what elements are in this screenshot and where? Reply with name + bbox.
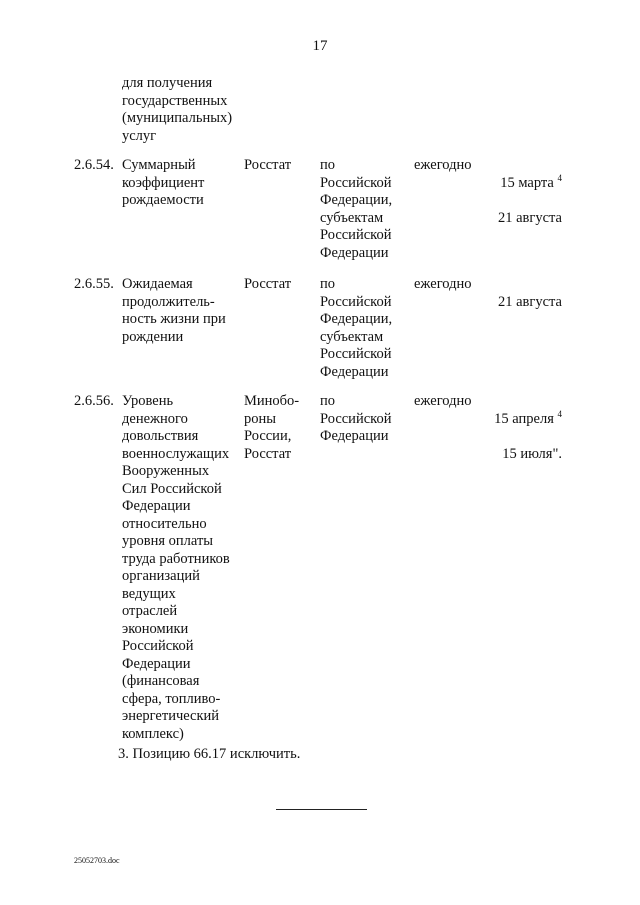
aggregation-level: по Российской Федерации, субъектам Российской Федерации	[320, 276, 393, 380]
release-date-first: 15 марта	[500, 174, 554, 191]
amendment-instruction: 3. Позицию 66.17 исключить.	[118, 746, 301, 762]
page-number: 17	[312, 38, 328, 54]
release-date-second: 15 июля".	[502, 445, 562, 462]
row-number: 2.6.56.	[74, 393, 114, 409]
indicator-name: Ожидаемая продолжитель- ность жизни при рождении	[122, 276, 226, 345]
source-agency: Росстат	[244, 276, 292, 292]
indicator-name: Суммарный коэффициент рождаемости	[122, 157, 205, 208]
footnote-marker: 4	[557, 408, 562, 419]
periodicity: ежегодно	[414, 276, 472, 292]
periodicity: ежегодно	[414, 157, 472, 173]
release-date	[472, 393, 562, 463]
footnote-marker: 4	[557, 172, 562, 183]
release-date-second: 21 августа	[498, 209, 562, 226]
aggregation-level: по Российской Федерации	[320, 393, 392, 444]
periodicity: ежегодно	[414, 393, 472, 409]
release-date-first: 21 августа	[498, 293, 562, 310]
source-agency: Росстат	[244, 157, 292, 173]
indicator-name: Уровень денежного довольствия военнослужащих Вооруженных Сил Российской Федерации относительно уровня оплаты труда работников организаций ведущих отраслей экономики Российской Федерации (финансовая сфера, топливо- энергетический комплекс)	[122, 393, 230, 742]
row-number: 2.6.54.	[74, 157, 114, 173]
row-number: 2.6.55.	[74, 276, 114, 292]
separator-line	[276, 809, 367, 810]
source-agency: Минобо- роны России, Росстат	[244, 393, 300, 462]
continuation-text: для получения государственных (муниципальных) услуг	[122, 75, 233, 144]
aggregation-level: по Российской Федерации, субъектам Российской Федерации	[320, 157, 393, 261]
release-date-first: 15 апреля	[494, 410, 554, 427]
release-date	[472, 276, 562, 311]
document-file-id: 25052703.doc	[74, 856, 120, 865]
release-date	[472, 157, 562, 227]
